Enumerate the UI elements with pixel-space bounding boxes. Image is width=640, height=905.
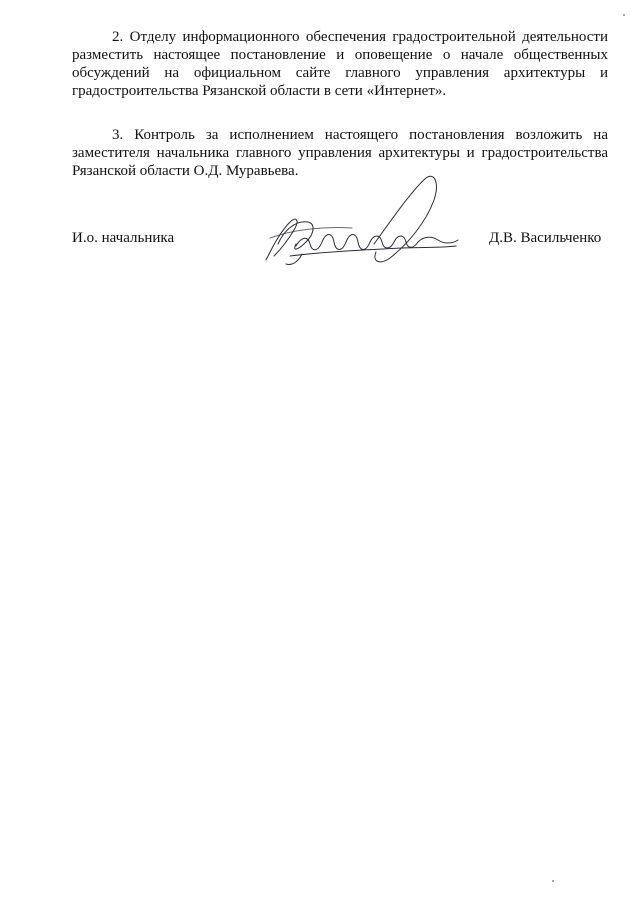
scan-speck [552, 880, 554, 882]
paragraph-3-number: 3. [112, 127, 124, 143]
signatory-position: И.о. начальника [72, 230, 175, 246]
handwritten-signature [262, 160, 462, 270]
paragraph-2 [72, 28, 608, 100]
paragraph-3-text: Контроль за исполнением настоящего постановления возложить на заместителя начальника главного управления архитектуры и градостроительства Рязанской области О.Д. Муравьева. [72, 127, 608, 179]
signer-name: Д.В. Васильченко [489, 230, 602, 246]
paragraph-2-number: 2. [112, 29, 124, 45]
paragraph-2-text: Отделу информационного обеспечения градостроительной деятельности разместить настоящее постановление и оповещение о начале общественных обсуждений на официальном сайте главного управления архитектуры и градостроительства Рязанской области в сети «Интернет». [72, 29, 608, 99]
scan-speck [623, 14, 625, 16]
